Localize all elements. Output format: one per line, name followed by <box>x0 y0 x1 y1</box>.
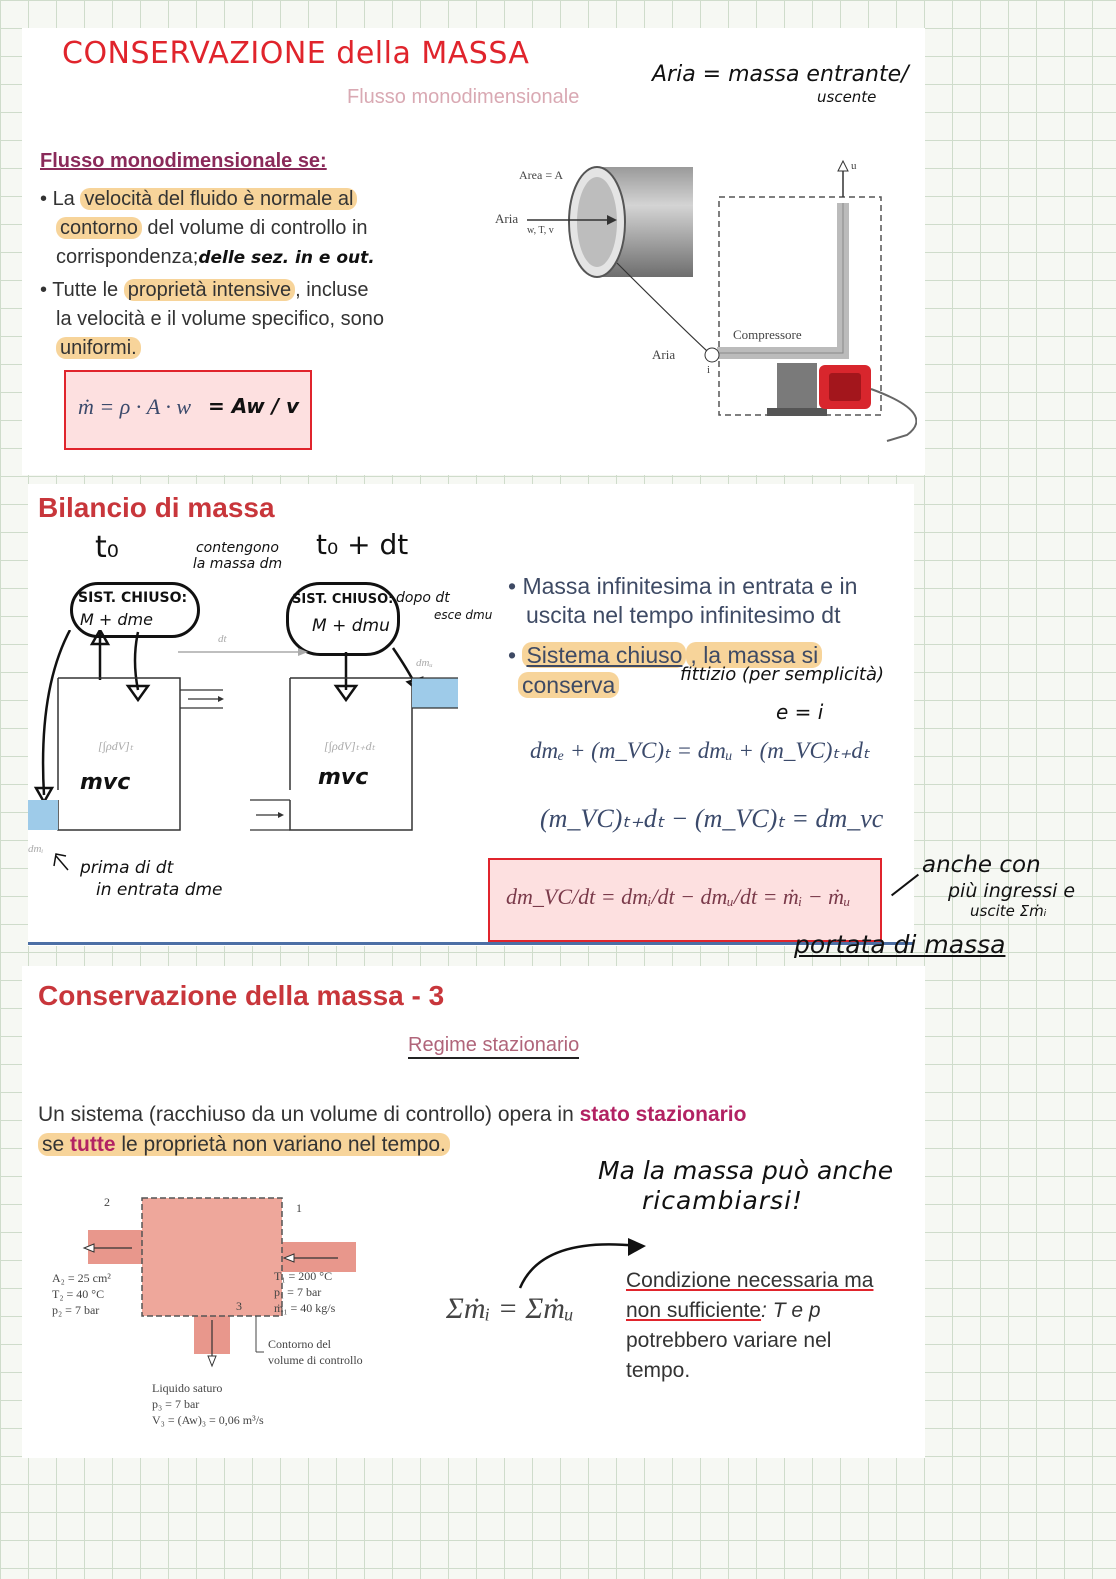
control-volume-box <box>142 1198 282 1316</box>
mass-flow-formula: ṁ = ρ · A · w <box>78 394 192 419</box>
slide-1 <box>22 28 925 475</box>
slide2-bullet-2: • Sistema chiuso , la massa si conserva <box>508 640 822 700</box>
fig-aria-props: w, T, v <box>527 225 554 236</box>
contengono-note: contengono la massa dm <box>192 540 283 572</box>
fig-aria2-label: Aria <box>652 347 676 362</box>
fig-u-label: u <box>851 160 857 172</box>
fig-n1: 1 <box>296 1201 302 1215</box>
slide1-subtitle: Flusso monodimensionale <box>347 86 580 108</box>
steady-state-equation: Σṁᵢ = Σṁᵤ <box>446 1292 574 1325</box>
mvc-label-2: mvc <box>318 765 369 790</box>
fig-t1: T₁ = 200 °C <box>274 1269 333 1283</box>
ricambio-note-1: Ma la massa può anche <box>598 1156 894 1185</box>
fig-area-label: Area = A <box>519 168 564 182</box>
fig-i-label: i <box>707 364 711 376</box>
fig-aria-label: Aria <box>495 211 519 226</box>
fig-contorno-2: volume di controllo <box>268 1353 363 1367</box>
fig-dt-label: dt <box>218 633 227 645</box>
fig-t2: T₂ = 40 °C <box>52 1287 105 1301</box>
pipe-compressor-figure <box>467 153 917 463</box>
equation-1: dmₑ + (m_VC)ₜ = dmᵤ + (m_VC)ₜ₊dₜ <box>530 738 870 763</box>
fig-dmi-label: dmᵢ <box>28 843 44 855</box>
fig-int-right: [∫ρdV]ₜ₊dₜ <box>324 739 376 753</box>
anche-note-1: anche con <box>922 852 1041 878</box>
equation-3: dm_VC/dt = dmᵢ/dt − dmᵤ/dt = ṁᵢ − ṁᵤ <box>506 884 851 909</box>
bullet-2: • Tutte le proprietà intensive , incluse la velocità e il volume specifico, sono uniformi. <box>40 279 384 359</box>
closed-system-1-mass: M + dme <box>80 610 153 629</box>
dopo-note: dopo dt <box>396 590 450 606</box>
condition-text: Condizione necessaria ma non sufficiente: T e p potrebbero variare nel tempo. <box>626 1269 874 1382</box>
fig-n3: 3 <box>236 1299 242 1313</box>
outlet-mass-element <box>412 678 458 708</box>
handnote-air-2: uscente <box>817 88 877 106</box>
closed-system-2-label: SIST. CHIUSO: <box>292 592 394 607</box>
fig-liquido: Liquido saturo <box>152 1381 223 1395</box>
slide2-bottom-rule <box>28 942 914 945</box>
inlet-mass-element <box>28 800 58 830</box>
fig-p1: p₁ = 7 bar <box>274 1285 322 1299</box>
closed-system-2-mass: M + dmu <box>312 616 390 636</box>
fig-p3: p₃ = 7 bar <box>152 1397 200 1411</box>
control-volume-figure <box>42 1192 442 1452</box>
fig-a2: A₂ = 25 cm² <box>52 1271 111 1285</box>
closed-system-1-label: SIST. CHIUSO: <box>78 590 188 606</box>
esce-note: esce dmu <box>434 608 493 622</box>
prima-note-2: in entrata dme <box>96 880 223 900</box>
slide3-subtitle: Regime stazionario <box>408 1034 579 1059</box>
fig-n2: 2 <box>104 1195 110 1209</box>
ricambio-note-2: ricambiarsi! <box>642 1186 804 1215</box>
anche-note-3: uscite Σṁᵢ <box>970 902 1047 920</box>
slide3-paragraph: Un sistema (racchiuso da un volume di controllo) opera in stato stazionario se tutte le proprietà non variano nel tempo. <box>38 1103 747 1156</box>
handnote-air: Aria = massa entrante/ <box>652 62 909 87</box>
prima-note: prima di dt <box>80 858 174 878</box>
mvc-label-1: mvc <box>80 770 131 795</box>
fig-contorno: Contorno del <box>268 1337 331 1351</box>
bullet-1: • La velocità del fluido è normale al contorno del volume di controllo in corrispondenza;delle sez. in e out. <box>40 188 375 268</box>
fig-int-left: [∫ρdV]ₜ <box>98 739 134 753</box>
equation-2: (m_VC)ₜ₊dₜ − (m_VC)ₜ = dm_vc <box>540 804 884 833</box>
mass-flow-formula-box <box>64 370 312 450</box>
fig-v3: V₃ = (Aw)₃ = 0,06 m³/s <box>152 1413 264 1427</box>
portata-note: portata di massa <box>794 930 1006 959</box>
slide1-heading: Flusso monodimensionale se: <box>40 150 327 172</box>
t0-label: t₀ <box>95 530 119 565</box>
anche-note-2: più ingressi e <box>948 880 1076 902</box>
mass-flow-formula-hand: = Aw / v <box>208 394 300 418</box>
fittizio-note: fittizio (per semplicità) <box>680 664 884 685</box>
slide1-title: CONSERVAZIONE della MASSA <box>62 36 530 71</box>
slide3-title: Conservazione della massa - 3 <box>38 980 445 1011</box>
ei-note: e = i <box>776 700 824 724</box>
slide-3 <box>22 966 925 1458</box>
fig-dmu-label: dmᵤ <box>416 657 433 669</box>
fig-p2: p₂ = 7 bar <box>52 1303 100 1317</box>
t0dt-label: t₀ + dt <box>316 528 409 561</box>
compressor-body <box>777 363 817 413</box>
fig-m1: ṁ₁ = 40 kg/s <box>274 1301 336 1315</box>
slide2-title: Bilancio di massa <box>38 492 275 523</box>
fig-compressore-label: Compressore <box>733 327 802 342</box>
slide2-bullet-1: • Massa infinitesima in entrata e in uscita nel tempo infinitesimo dt <box>508 573 858 628</box>
